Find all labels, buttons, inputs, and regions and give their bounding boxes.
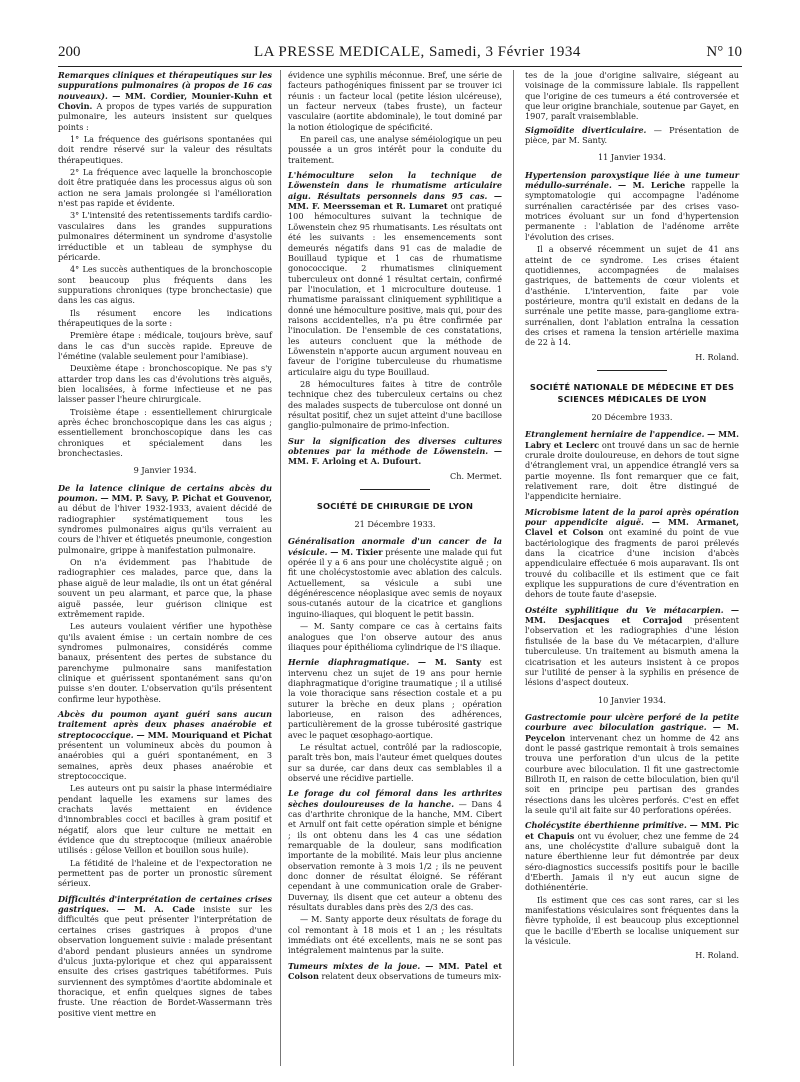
article-authors: — MM. P. Savy, P. Pichat et Gouvenor, bbox=[100, 493, 272, 504]
column-divider bbox=[513, 70, 514, 1066]
article-authors: — MM. Labry et Leclerc bbox=[525, 429, 739, 450]
article-title: Etranglement herniaire de l'appendice. bbox=[525, 429, 705, 440]
article-authors: — M. Leriche bbox=[618, 180, 686, 191]
session-date: 21 Décembre 1933. bbox=[354, 519, 436, 530]
paragraph: La fétidité de l'haleine et de l'expectoration ne permettent pas de porter un pronostic sûrement sérieux. bbox=[58, 857, 272, 889]
section-rule bbox=[597, 370, 667, 371]
page-header bbox=[58, 44, 742, 64]
issue-number: N° 10 bbox=[706, 44, 742, 60]
article-text: relatent deux observations de tumeurs mix- bbox=[321, 971, 502, 982]
article-authors: — M. Santy bbox=[417, 657, 482, 668]
article bbox=[525, 820, 739, 892]
paragraph: évidence une syphilis méconnue. Bref, une série de facteurs pathogéniques finissent par se trouver ici réunis : un facteur local (petite lésion ulcéreuse), un facteur nerveux (tabes fruste), un facteur vasculaire (aortite abdominale), le tout dominé par la notion étiologique de spécificité. bbox=[288, 70, 502, 132]
article-text: ont trouvé dans un sac de hernie crurale droite douloureuse, en dehors de tout signe d'étranglement vrai, un appendice étranglé vers sa partie moyenne. Ils font remarquer que ce fait, relativement rare, doit être distingué de l'appendicite herniaire. bbox=[525, 439, 739, 502]
article-text: intervenant chez un homme de 42 ans dont le passé gastrique remontait à trois semaines trouva une perforation d'un ulcus de la petite courbure avec biloculation. Il fit une gastrectomie Billroth II, en raison de cette biloculation, bien qu'il soit en principe peu partisan des grandes résections dans les ulcères perforés. C'est en effet la seule qu'il ait faite sur 40 perforations opérées. bbox=[525, 732, 739, 815]
paragraph: — M. Santy compare ce cas à certains faits analogues que l'on observe autour des anus iliaques pour épithélioma cylindrique de l'S iliaque. bbox=[288, 621, 502, 652]
section-heading: SOCIÉTÉ DE CHIRURGIE DE LYON bbox=[316, 501, 474, 512]
article-title: Sigmoïdite diverticulaire. bbox=[525, 124, 647, 135]
article bbox=[525, 125, 739, 146]
article-authors: — M. A. Cade bbox=[117, 904, 195, 915]
article-authors: — MM. Patel et Colson bbox=[288, 960, 503, 982]
article-authors: — MM. Cordier, Mounier-Kuhn et Chovin. bbox=[58, 90, 272, 112]
section-heading: SOCIÉTÉ NATIONALE DE MÉDECINE ET DES SCIENCES MÉDICALES DE LYON bbox=[529, 381, 735, 404]
paragraph: — M. Santy apporte deux résultats de forage du col remontant à 18 mois et 1 an ; les résultats immédiats ont été excellents, mais ne se sont pas intégralement maintenus par la suite. bbox=[288, 914, 502, 956]
signature: H. Roland. bbox=[695, 351, 739, 362]
article bbox=[525, 507, 739, 600]
article-authors: — MM. F. Arloing et A. Dufourt. bbox=[288, 446, 502, 467]
article-authors: — M. Tixier bbox=[330, 546, 383, 557]
article bbox=[58, 894, 272, 1018]
article-text: présentent un volumineux abcès du poumon à anaérobies qui a guéri spontanément, en 3 semaines, après deux phases anaérobie et streptococcique. bbox=[58, 739, 272, 781]
session-date: 9 Janvier 1934. bbox=[133, 465, 197, 476]
article-title: Cholécystite éberthienne primitive. bbox=[525, 820, 687, 831]
article bbox=[288, 657, 502, 740]
article-text: ont examiné du point de vue bactériologique des fragments de paroi prélevés dans la cicatrice d'une incision d'abcès appendiculaire effectuée 6 mois auparavant. Ils ont trouvé du colibacille et ils estiment que ce fait explique les suppurations de cure d'éventration en dehors de toute faute d'asepsie. bbox=[525, 527, 739, 600]
article-text: ont pratiqué 100 hémocultures suivant la technique de Löwenstein chez 95 rhumatisants. Les résultats ont été les suivants : les ensemencements sont demeurés négatifs dans 91 cas de maladie de Bouillaud typique et 1 cas de rhumatisme gonococcique. 2 rhumatismes cliniquement tuberculeux ont donné 1 résultat certain, confirmé par l'inoculation, et 1 microculture douteuse. 1 rhumatisme paraissant cliniquement syphilitique a donné une hémoculture positive, mais qui, pour des raisons accidentelles, n'a pu être confirmée par l'inoculation. De l'ensemble de ces constatations, les auteurs concluent que la méthode de Löwenstein n'apporte aucun argument nouveau en faveur de l'origine tuberculeuse du rhumatisme articulaire aigu du type Bouillaud. bbox=[288, 201, 502, 377]
article-title: Gastrectomie pour ulcère perforé de la petite courbure avec biloculation gastrique. bbox=[525, 711, 739, 733]
article-authors: — M. Peycelon bbox=[525, 722, 739, 743]
article-text: présente une malade qui fut opérée il y a 6 ans pour une cholécystite aiguë ; on fit une cholécystostomie avec ablation des calculs. Actuellement, sa vésicule a subi une dégénérescence néoplasique avec semis de noyaux sous-cutanés autour de la cicatrice et ganglions inguino-iliaques, qui bloquent le petit bassin. bbox=[288, 546, 503, 619]
article-authors: — Dans 4 cas bbox=[288, 798, 502, 819]
paragraph: Les auteurs voulaient vérifier une hypothèse qu'ils avaient émise : un certain nombre de ces syndromes pulmonaires, considérés comme banaux, présentent des pertes de substance du parenchyme pulmonaire sans manifestation clinique et guérissent spontanément sans qu'on puisse s'en douter. L'observation qu'ils présentent confirme leur hypothèse. bbox=[58, 621, 272, 704]
column-right bbox=[525, 70, 739, 965]
article-title: Hypertension paroxystique liée à une tumeur médullo-surrénale. bbox=[525, 169, 739, 191]
article-title: Difficultés d'interprétation de certaines crises gastriques. bbox=[58, 893, 272, 915]
article bbox=[58, 483, 272, 555]
article-title: De la latence clinique de certains abcès du poumon. bbox=[58, 482, 272, 504]
article-text: A propos de types variés de suppuration pulmonaire, les auteurs insistent sur quelques points : bbox=[58, 101, 272, 132]
article-title: Sur la signification des diverses cultures obtenues par la méthode de Löwenstein. bbox=[288, 435, 502, 457]
article-text: au début de l'hiver 1932-1933, avaient décidé de radiographier systématiquement tous les syndromes pulmonaires aigus qu'ils verraient au cours de l'hiver et étiquetés pneumonie, congestion pulmonaire, grippe à manifestation pulmonaire. bbox=[58, 503, 272, 555]
journal-title: LA PRESSE MEDICALE, Samedi, 3 Février 1934 bbox=[254, 44, 581, 60]
paragraph: Troisième étape : essentiellement chirurgicale après échec bronchoscopique dans les cas aigus ; essentiellement bronchoscopique dans les cas chroniques et spécialement dans les bronchectasies. bbox=[58, 406, 272, 459]
article-title: Tumeurs mixtes de la joue. bbox=[288, 960, 421, 971]
article-authors: — MM. Mouriquand et Pichat bbox=[136, 729, 272, 740]
column-divider bbox=[280, 70, 281, 1066]
paragraph: 3° L'intensité des retentissements tardifs cardio-vasculaires dans les grandes suppurations pulmonaires déterminent un syndrome d'asystolie irréductible et un tableau de symphyse du péricarde. bbox=[58, 210, 272, 262]
session-date: 10 Janvier 1934. bbox=[598, 694, 666, 705]
article-text: d'arthrite chronique de la hanche, MM. Cibert et Arnulf ont fait cette opération simple et bénigne ; ils ont obtenu dans les 4 cas une sédation remarquable de la douleur, sans modification importante de la mobilité. Mais leur plus ancienne observation remonte à 3 mois 1/2 ; ils ne peuvent donc donner de résultat éloigné. Se référant cependant à une communication orale de Graber-Duvernay, ils disent que cet auteur a obtenu des résultats durables dans près des 2/3 des cas. bbox=[288, 809, 502, 913]
paragraph: Deuxième étape : bronchoscopique. Ne pas s'y attarder trop dans les cas d'évolutions très aiguës, bien localisées, à forme infectieuse et ne pas laisser passer l'heure chirurgicale. bbox=[58, 363, 272, 405]
article-text: insiste sur les difficultés que peut présenter l'interprétation de certaines crises gastriques à propos d'une observation longuement suivie : malade présentant d'abord pendant plusieurs années un syndrome d'ulcus juxta-pylorique et chez qui apparaissent ensuite des crises gastriques tabétiformes. Puis surviennent des symptômes d'aortite abdominale et thoracique, et enfin quelques signes de tabes fruste. Une réaction de Bordet-Wassermann très positive vient mettre en bbox=[58, 904, 272, 1018]
article-title: Abcès du poumon ayant guéri sans aucun traitement après deux phases anaérobie et streptococcique. bbox=[58, 708, 272, 740]
article-text: rappelle la symptomatologie qui accompagne l'adénome surrénalien caractérisée par des crises vaso-motrices évoluant sur un fond d'hypertension permanente : l'ablation de l'adénome arrête l'évolution des crises. bbox=[525, 180, 739, 242]
article bbox=[58, 70, 272, 132]
signature: Ch. Mermet. bbox=[450, 470, 502, 481]
column-middle bbox=[288, 70, 502, 984]
article-title: L'hémoculture selon la technique de Löwenstein dans le rhumatisme articulaire aigu. Résultats personnels dans 95 cas. bbox=[288, 170, 502, 201]
article-text: présentent l'observation et les radiographies d'une lésion fistulisée de la base du Ve métacarpien, d'allure tuberculeuse. Un traitement au bismuth amena la cicatrisation et les auteurs insistent à ce propos sur l'utilité de penser à la syphilis en présence de lésions d'aspect douteux. bbox=[525, 615, 739, 688]
article-text: ont vu évoluer, chez une femme de 24 ans, une cholécystite d'allure subaiguë dont la nature éberthienne leur fut démontrée par deux séro-diagnostics successifs positifs pour le bacille d'Eberth. Jamais il n'y eut aucun signe de dothiénentérie. bbox=[525, 830, 740, 893]
article-title: Hernie diaphragmatique. bbox=[288, 657, 410, 668]
article bbox=[58, 709, 272, 781]
article-title: Microbisme latent de la paroi après opération pour appendicite aiguë. bbox=[525, 506, 739, 528]
article-authors: — MM. Armanet, Clavel et Colson bbox=[525, 517, 739, 538]
article-authors: — MM. Pic et Chapuis bbox=[525, 820, 739, 841]
signature: H. Roland. bbox=[695, 950, 739, 961]
article bbox=[288, 436, 502, 467]
column-left bbox=[58, 70, 272, 1020]
article bbox=[525, 712, 739, 815]
article bbox=[525, 605, 739, 688]
article bbox=[288, 536, 502, 619]
article bbox=[288, 788, 502, 912]
article bbox=[288, 961, 502, 982]
paragraph: 28 hémocultures faites à titre de contrôle technique chez des tuberculeux certains ou chez des malades suspects de tuberculose ont donné un résultat positif, chez un sujet atteint d'une bacillose ganglio-pulmonaire de primo-infection. bbox=[288, 378, 502, 431]
paragraph: Ils résument encore les indications thérapeutiques de la sorte : bbox=[58, 307, 272, 328]
paragraph: On n'a évidemment pas l'habitude de radiographier ces malades, parce que, dans la phase aiguë de leur maladie, ils ont un état général souvent un peu alarmant, et parce que, la phase aiguë passée, leur guérison clinique est extrêmement rapide. bbox=[58, 557, 272, 619]
article-authors: — Présentation de pièce, par M. Santy. bbox=[525, 124, 739, 146]
article-text: est intervenu chez un sujet de 19 ans pour hernie diaphragmatique d'origine traumatique ; il a utilisé la voie thoracique sans résection costale et a pu suturer la brèche en deux plans ; opération laborieuse, en raison des adhérences, particulièrement de la grosse tubérosité gastrique avec le paquet œsophago-aortique. bbox=[288, 657, 502, 740]
article bbox=[525, 429, 739, 501]
paragraph: Il a observé récemment un sujet de 41 ans atteint de ce syndrome. Les crises étaient quotidiennes, accompagnées de malaises gastriques, de battements de cœur violents et d'asthénie. L'intervention, faite par voie postérieure, montra qu'il existait en dedans de la surrénale une petite masse, para-gangliome extra-surrénalien, dont l'ablation entraîna la cessation des crises et ramena la tension artérielle maxima de 22 à 14. bbox=[525, 244, 739, 348]
paragraph: Le résultat actuel, contrôlé par la radioscopie, paraît très bon, mais l'auteur émet quelques doutes sur sa durée, car dans deux cas semblables il a observé une récidive partielle. bbox=[288, 741, 502, 783]
article-title: Généralisation anormale d'un cancer de la vésicule. bbox=[288, 536, 502, 557]
header-rule bbox=[58, 66, 742, 67]
paragraph: tes de la joue d'origine salivaire, siégeant au voisinage de la commissure labiale. Ils rappellent que l'origine de ces tumeurs a été controversée et que leur origine branchiale, soutenue par Gayet, en 1907, paraît vraisemblable. bbox=[525, 70, 739, 122]
article bbox=[525, 170, 739, 242]
article-authors: — MM. Desjacques et Corrajod bbox=[525, 604, 739, 626]
paragraph: 4° Les succès authentiques de la bronchoscopie sont beaucoup plus fréquents dans les suppurations chroniques (type bronchectasie) que dans les cas aigus. bbox=[58, 264, 272, 306]
paragraph: 2° La fréquence avec laquelle la bronchoscopie doit être pratiquée dans les processus aigus où son action ne sera jamais prolongée si l'amélioration n'est pas rapide et évidente. bbox=[58, 167, 272, 209]
paragraph: Les auteurs ont pu saisir la phase intermédiaire pendant laquelle les examens sur lames des crachats lavés mettaient en évidence d'innombrables cocci et bacilles à gram positif et négatif, alors que leur culture ne mettait en évidence que du streptocoque (milieux anaérobie utilisés : gélose Veillon et bouillon sous huile). bbox=[58, 783, 272, 856]
paragraph: Première étape : médicale, toujours brève, sauf dans le cas d'un succès rapide. Epreuve de l'émétine (valable seulement pour l'amibiase). bbox=[58, 330, 272, 361]
article-title: Ostéite syphilitique du Ve métacarpien. bbox=[525, 604, 724, 615]
session-date: 20 Décembre 1933. bbox=[591, 411, 673, 422]
paragraph: Ils estiment que ces cas sont rares, car si les manifestations vésiculaires sont fréquentes dans la fièvre typhoïde, il est beaucoup plus exceptionnel que le bacille d'Eberth se localise uniquement sur la vésicule. bbox=[525, 894, 739, 947]
article-authors: — MM. F. Meersseman et R. Lumaret bbox=[288, 190, 502, 212]
page-number: 200 bbox=[58, 44, 81, 60]
paragraph: 1° La fréquence des guérisons spontanées qui doit rendre réservé sur la valeur des résultats thérapeutiques. bbox=[58, 134, 272, 165]
paragraph: En pareil cas, une analyse séméiologique un peu poussée a un gros intérêt pour la conduite du traitement. bbox=[288, 134, 502, 165]
article bbox=[288, 170, 502, 377]
session-date: 11 Janvier 1934. bbox=[598, 152, 666, 163]
section-rule bbox=[360, 489, 430, 490]
article-title: Remarques cliniques et thérapeutiques sur les suppurations pulmonaires (à propos de 16 cas nouveaux). bbox=[58, 70, 272, 101]
article-title: Le forage du col fémoral dans les arthrites sèches douloureuses de la hanche. bbox=[288, 788, 502, 809]
